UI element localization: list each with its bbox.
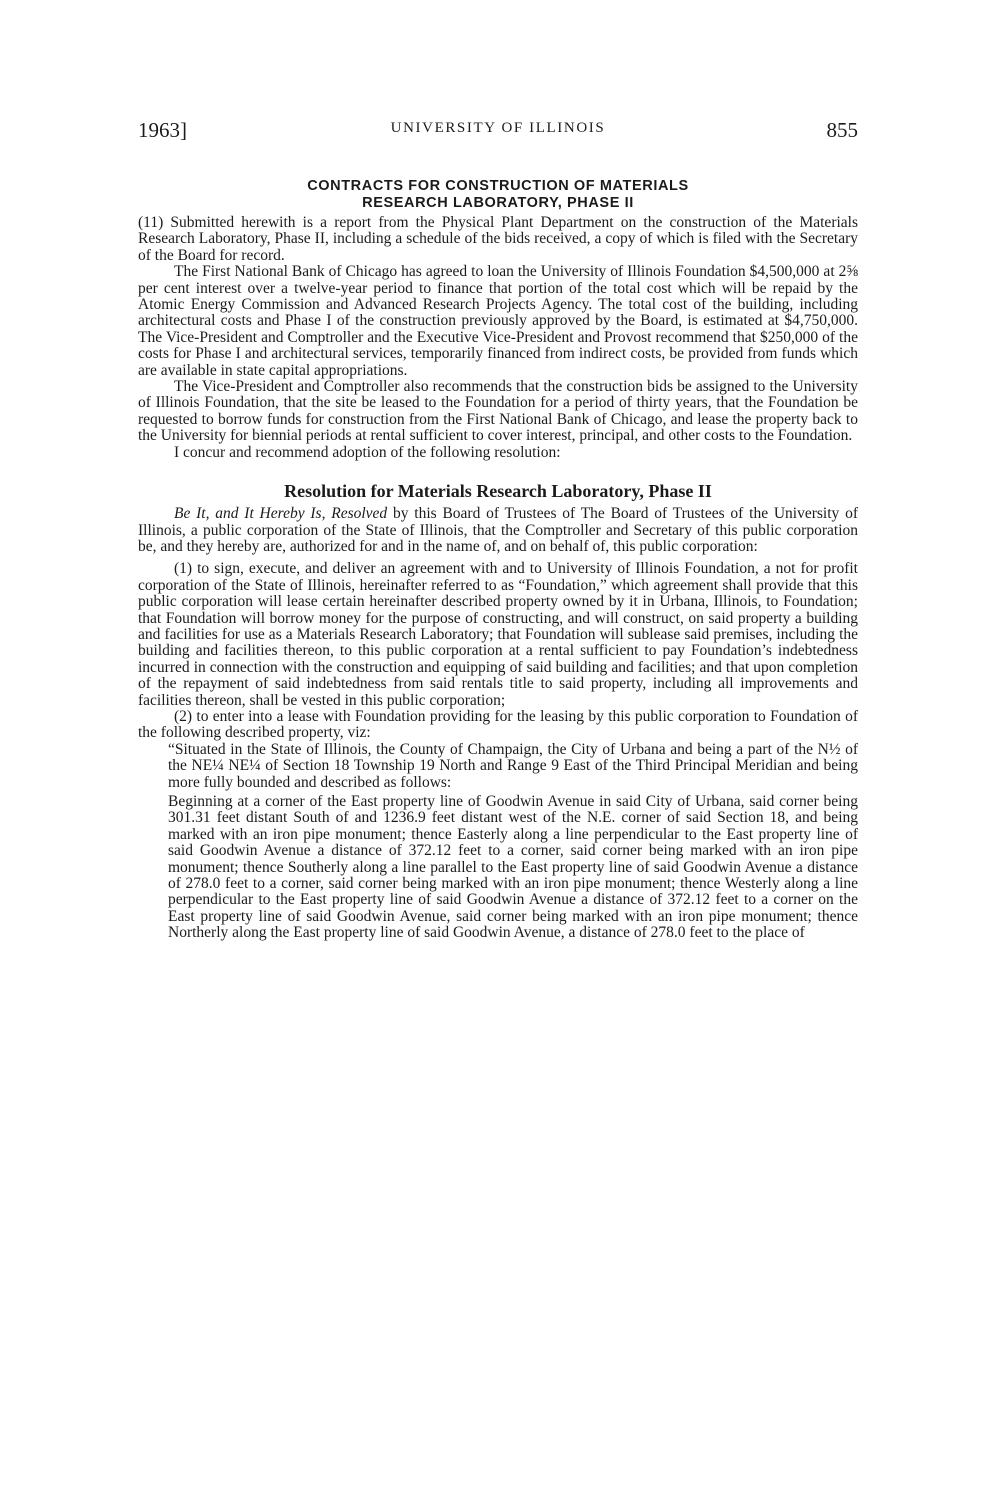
resolution-intro: [138, 506, 858, 555]
resolution-item-2: (2) to enter into a lease with Foundation providing for the leasing by this public corporation to Foundation of the following described property, viz:: [138, 707, 858, 742]
legal-description-location: “Situated in the State of Illinois, the County of Champaign, the City of Urbana and being a part of the N½ of the NE¼ NE¼ of Section 18 Township 19 North and Range 9 East of the Third Principal Meridian and being more fully bounded and described as follows:: [168, 740, 858, 791]
page-number: 855: [826, 118, 858, 142]
paragraph-recommendation: The Vice-President and Comptroller also recommends that the construction bids be assigned to the University of Illinois Foundation, that the site be leased to the Foundation for a period of thirty years, that the Foundation be requested to borrow funds for construction from the First National Bank of Chicago, and lease the property back to the University for biennial periods at rental sufficient to cover interest, principal, and other costs to the Foundation.: [138, 378, 858, 445]
document-page: [138, 118, 858, 942]
section-title: [138, 178, 858, 212]
resolution-lead: Be It, and It Hereby Is, Resolved: [174, 505, 388, 523]
section-title-line-1: CONTRACTS FOR CONSTRUCTION OF MATERIALS: [307, 178, 689, 194]
header-year: 1963]: [138, 118, 187, 142]
legal-description-boundaries: Beginning at a corner of the East property line of Goodwin Avenue in said City of Urbana, said corner being 301.31 feet distant South of and 1236.9 feet distant west of the N.E. corner of said Section 18, and being marked with an iron pipe monument; thence Easterly along a line perpendicular to the East property line of said Goodwin Avenue a distance of 372.12 feet to a corner, said corner being marked with an iron pipe monument; thence Southerly along a line parallel to the East property line of said Goodwin Avenue a distance of 278.0 feet to a corner, said corner being marked with an iron pipe monument; thence Westerly along a line perpendicular to the East property line of said Goodwin Avenue a distance of 372.12 feet to a corner on the East property line of said Goodwin Avenue, said corner being marked with an iron pipe monument; thence Northerly along the East property line of said Goodwin Avenue, a distance of 278.0 feet to the place of: [168, 793, 858, 942]
resolution-item-1: (1) to sign, execute, and deliver an agreement with and to University of Illinois Foundation, a not for profit corporation of the State of Illinois, hereinafter referred to as “Foundation,” which agreement shall provide that this public corporation will lease certain hereinafter described property owned by it in Urbana, Illinois, to Foundation; that Foundation will borrow money for the purpose of constructing, and will construct, on said property a building and facilities for use as a Materials Research Laboratory; that Foundation will sublease said premises, including the building and facilities thereon, to this public corporation at a rental sufficient to pay Foundation’s indebtedness incurred in connection with the construction and equipping of said building and facilities; and that upon completion of the repayment of said indebtedness from said rentals title to said property, including all improvements and facilities thereon, shall be vested in this public corporation;: [138, 560, 858, 709]
resolution-heading: Resolution for Materials Research Laboratory, Phase II: [284, 481, 712, 502]
legal-description: [168, 742, 858, 942]
paragraph-submission: (11) Submitted herewith is a report from the Physical Plant Department on the construction of the Materials Research Laboratory, Phase II, including a schedule of the bids received, a copy of which is filed with the Secretary of the Board for record.: [138, 214, 858, 264]
paragraph-loan: The First National Bank of Chicago has agreed to loan the University of Illinois Foundation $4,500,000 at 2⅝ per cent interest over a twelve-year period to finance that portion of the total cost which will be repaid by the Atomic Energy Commission and Advanced Research Projects Agency. The total cost of the building, including architectural costs and Phase I of the construction previously approved by the Board, is estimated at $4,750,000. The Vice-President and Comptroller and the Executive Vice-President and Provost recommend that $250,000 of the costs for Phase I and architectural services, temporarily financed from indirect costs, be provided from funds which are available in state capital appropriations.: [138, 263, 858, 379]
section-title-line-2: RESEARCH LABORATORY, PHASE II: [362, 195, 634, 211]
header-title: UNIVERSITY OF ILLINOIS: [390, 120, 606, 136]
running-header: [138, 118, 858, 158]
paragraph-concur: I concur and recommend adoption of the following resolution:: [174, 443, 561, 461]
resolution-intro-text: by this Board of Trustees of The Board of Trustees of the University of Illinois, a public corporation of the State of Illinois, that the Comptroller and Secretary of this public corporation be, and they hereby are, authorized for and in the name of, and on behalf of, this public corporation:: [138, 505, 858, 555]
